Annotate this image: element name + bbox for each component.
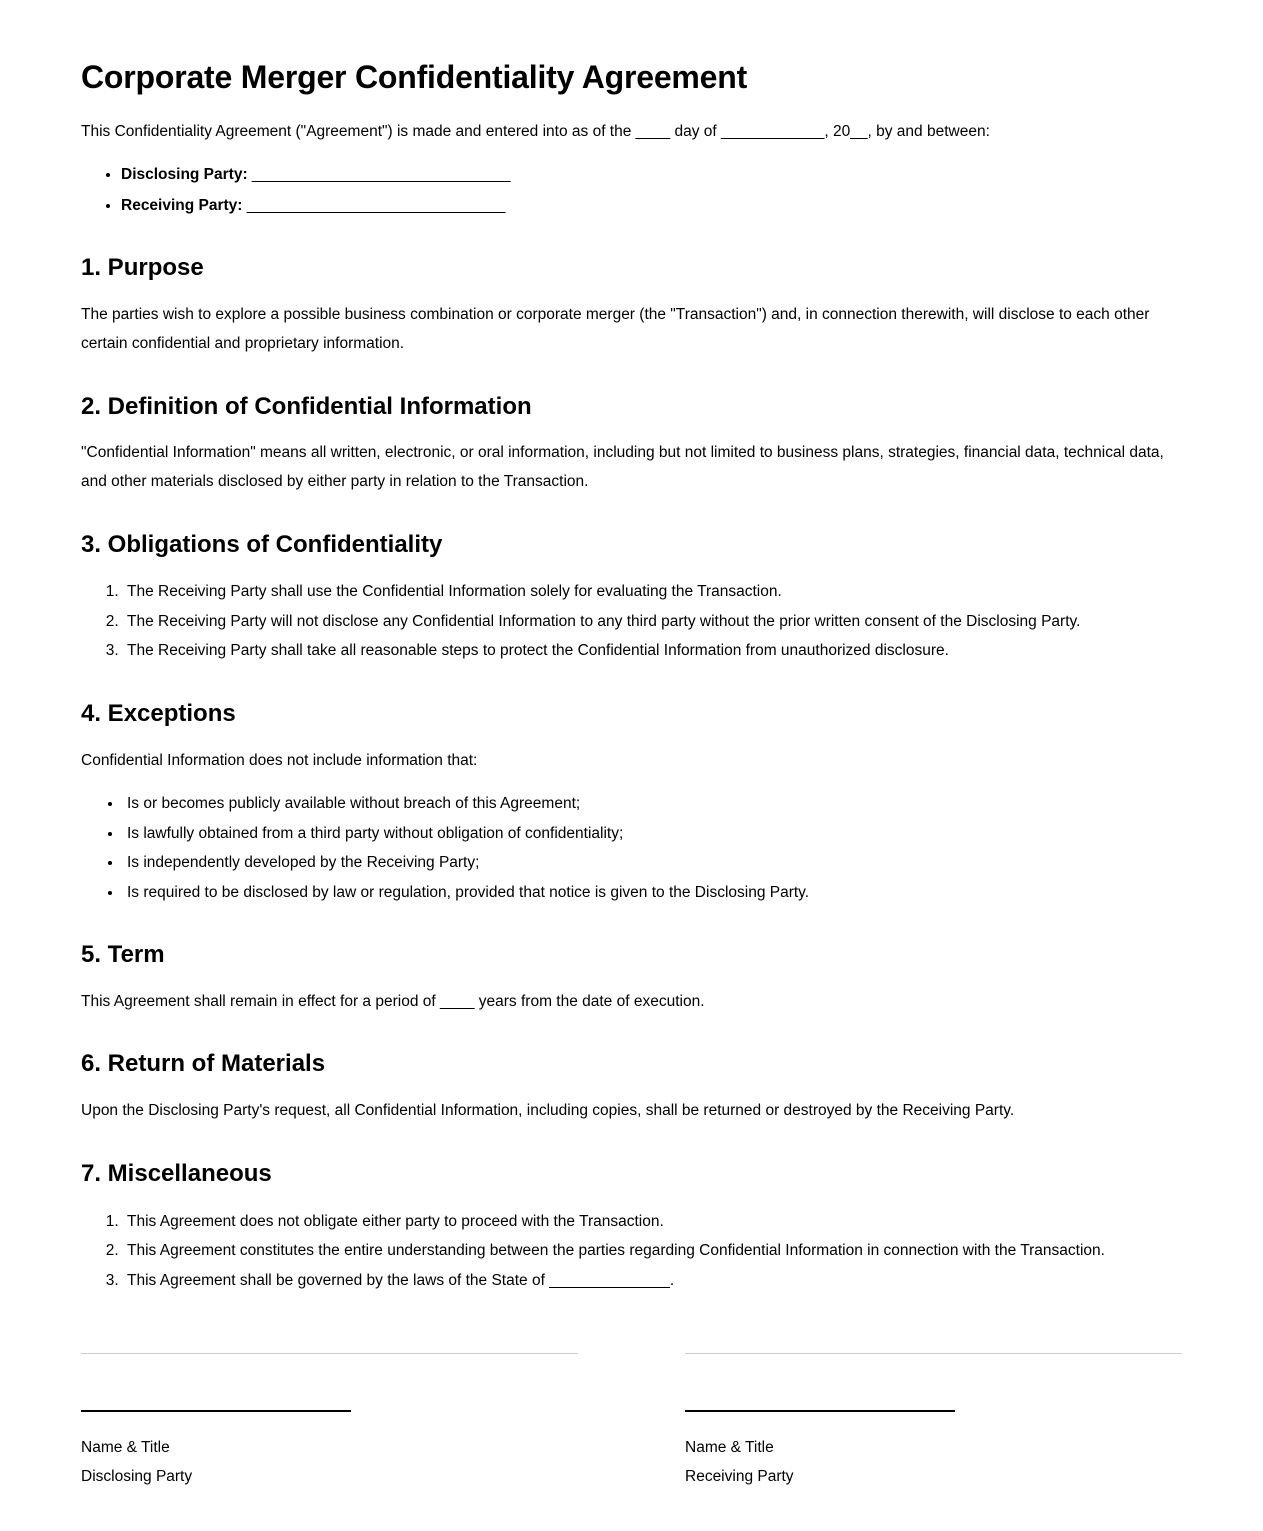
party-list [81,161,1182,220]
exceptions-list [81,789,1182,907]
name-title-label-receiving: Name & Title [685,1439,774,1457]
section-paragraph-return-of-materials: Upon the Disclosing Party's request, all Confidential Information, including copies, shall be returned or destroyed by the Receiving Party. [81,1102,1015,1120]
list-item: • Is or becomes publicly available without breach of this Agreement; [123,789,1182,818]
section-paragraph-purpose: The parties wish to explore a possible business combination or corporate merger (the "Transaction") and, in connection therewith, will disclose to each other certain confidential and proprietary information. [81,306,1150,352]
exceptions-lead: Confidential Information does not include information that: [81,751,478,769]
list-item: • Is required to be disclosed by law or regulation, provided that notice is given to the Disclosing Party. [123,878,1182,907]
signature-column-disclosing [81,1353,578,1491]
miscellaneous-list [81,1207,1182,1295]
list-item [121,161,1182,190]
receiving-party-blank[interactable]: ______________________________ [242,196,506,214]
list-item [121,192,1182,221]
party-label-disclosing: Disclosing Party [81,1467,193,1485]
disclosing-party-label: Disclosing Party: [121,166,248,184]
divider [81,1353,578,1354]
intro-paragraph: This Confidentiality Agreement ("Agreement") is made and entered into as of the ____ day of ____________, 20__, by and between: [81,123,990,141]
name-title-label-disclosing: Name & Title [81,1439,170,1457]
list-item: 1. The Receiving Party shall use the Confidential Information solely for evaluating the Transaction. [123,577,1177,606]
disclosing-party-blank[interactable]: ______________________________ [247,166,511,184]
signature-column-receiving [685,1353,1182,1491]
list-item: 3. The Receiving Party shall take all reasonable steps to protect the Confidential Information from unauthorized disclosure. [123,636,1177,665]
signature-line-receiving[interactable] [685,1410,955,1412]
section-paragraph-term: This Agreement shall remain in effect for a period of ____ years from the date of execution. [81,992,705,1010]
list-item: 1. This Agreement does not obligate either party to proceed with the Transaction. [123,1207,1177,1236]
signature-line-disclosing[interactable] [81,1410,351,1412]
list-item: • Is lawfully obtained from a third party without obligation of confidentiality; [123,819,1182,848]
divider [685,1353,1182,1354]
list-item: 3. This Agreement shall be governed by the laws of the State of ______________. [123,1266,1177,1295]
page-title: Corporate Merger Confidentiality Agreement [81,59,748,95]
section-heading-return-of-materials: 6. Return of Materials [81,1050,326,1078]
section-heading-miscellaneous: 7. Miscellaneous [81,1159,272,1187]
signature-block [81,1353,1182,1491]
list-item: 2. This Agreement constitutes the entire understanding between the parties regarding Confidential Information in connection with the Transaction. [123,1236,1177,1265]
section-paragraph-definition: "Confidential Information" means all written, electronic, or oral information, including but not limited to business plans, strategies, financial data, technical data, and other materials disclosed by either party in relation to the Transaction. [81,444,1164,491]
obligations-list [81,577,1182,665]
section-heading-exceptions: 4. Exceptions [81,699,236,727]
section-heading-obligations: 3. Obligations of Confidentiality [81,530,443,558]
list-item: 2. The Receiving Party will not disclose any Confidential Information to any third party without the prior written consent of the Disclosing Party. [123,607,1177,636]
section-heading-term: 5. Term [81,941,165,969]
receiving-party-label: Receiving Party: [121,196,243,214]
section-heading-purpose: 1. Purpose [81,254,204,282]
section-heading-definition: 2. Definition of Confidential Information [81,392,532,420]
party-label-receiving: Receiving Party [685,1467,794,1485]
list-item: • Is independently developed by the Receiving Party; [123,848,1182,877]
